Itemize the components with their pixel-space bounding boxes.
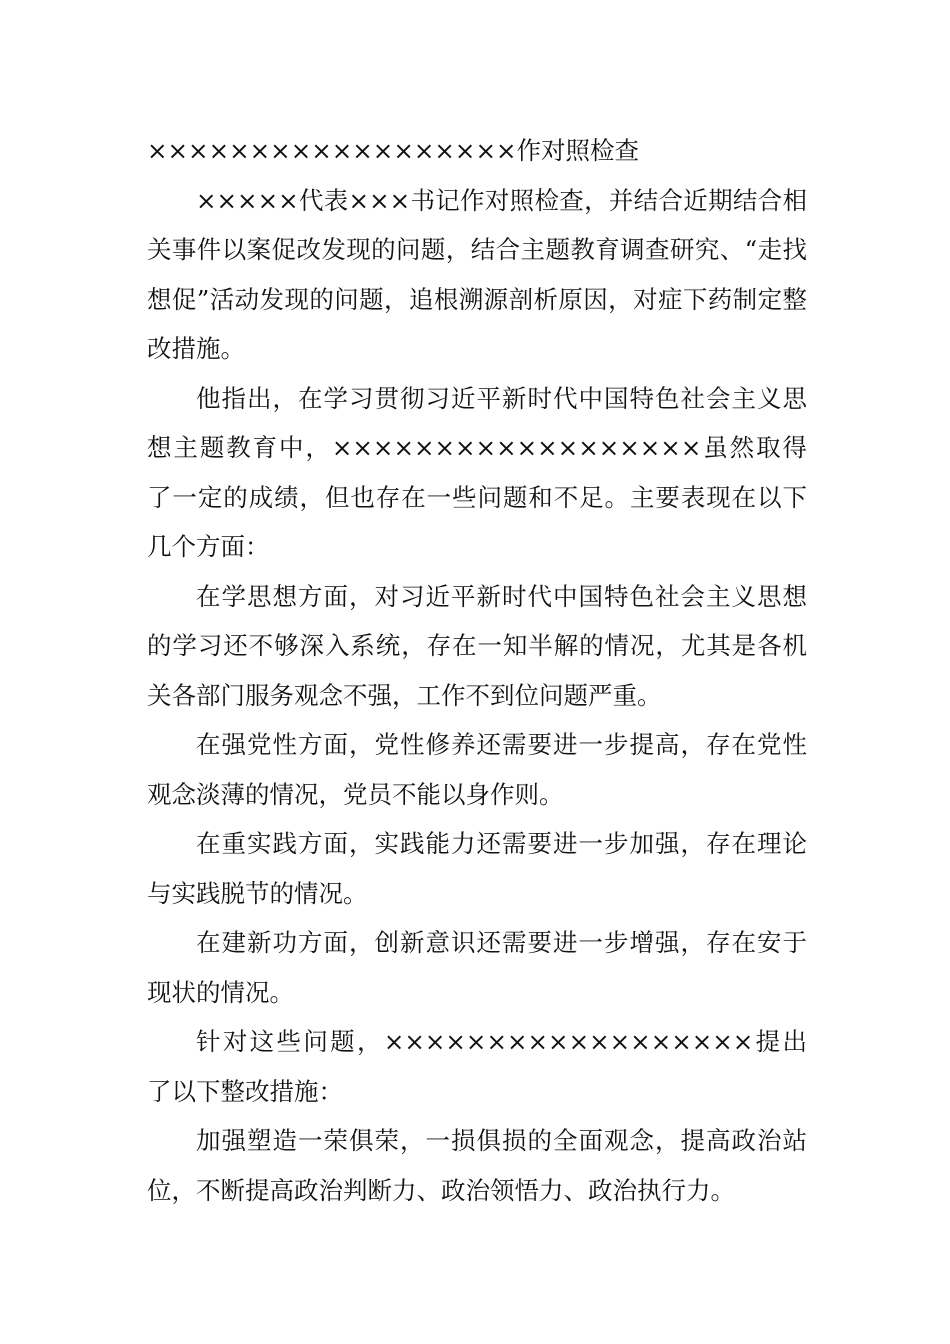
paragraph-measures-intro: 针对这些问题，××××××××××××××××××提出了以下整改措施：: [147, 1027, 807, 1106]
paragraph-problems-overview: 他指出，在学习贯彻习近平新时代中国特色社会主义思想主题教育中，××××××××××××××××××虽然取得了一定的成绩，但也存在一些问题和不足。主要表现在以下几个方面：: [147, 383, 807, 561]
paragraph-study-thought: 在学思想方面，对习近平新时代中国特色社会主义思想的学习还不够深入系统，存在一知半解的情况，尤其是各机关各部门服务观念不强，工作不到位问题严重。: [147, 581, 807, 710]
paragraph-measure-1: 加强塑造一荣俱荣，一损俱损的全面观念，提高政治站位，不断提高政治判断力、政治领悟力、政治执行力。: [147, 1126, 807, 1205]
paragraph-practice: 在重实践方面，实践能力还需要进一步加强，存在理论与实践脱节的情况。: [147, 829, 807, 908]
paragraph-review-intro: ×××××代表×××书记作对照检查，并结合近期结合相关事件以案促改发现的问题，结合主题教育调查研究、“走找想促”活动发现的问题，追根溯源剖析原因，对症下药制定整改措施。: [147, 185, 807, 363]
paragraph-party-spirit: 在强党性方面，党性修养还需要进一步提高，存在党性观念淡薄的情况，党员不能以身作则。: [147, 730, 807, 809]
paragraph-heading-line: ××××××××××××××××××作对照检查: [147, 136, 640, 165]
document-body: [147, 126, 807, 1215]
paragraph-new-achievements: 在建新功方面，创新意识还需要进一步增强，存在安于现状的情况。: [147, 928, 807, 1007]
